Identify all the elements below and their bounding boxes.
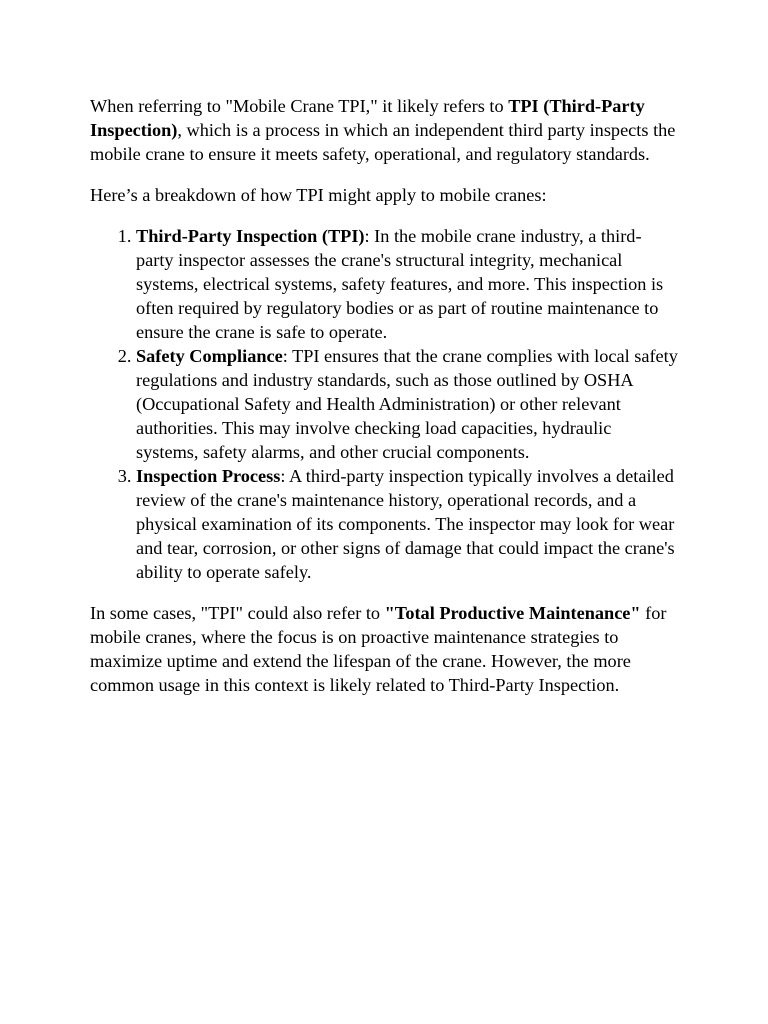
intro-text-1: When referring to "Mobile Crane TPI," it likely refers to — [90, 96, 509, 116]
list-item-term: Third-Party Inspection (TPI) — [136, 226, 365, 246]
list-item-text: : In the mobile crane industry, a third-party inspector assesses the crane's structural integrity, mechanical systems, electrical systems, safety features, and more. This inspection is often required by regulatory bodies or as part of routine maintenance to ensure the crane is safe to operate. — [136, 226, 664, 342]
closing-text-1: In some cases, "TPI" could also refer to — [90, 603, 385, 623]
intro-text-2: , which is a process in which an independent third party inspects the mobile crane to ensure it meets safety, operational, and regulatory standards. — [90, 120, 676, 164]
closing-bold-term: "Total Productive Maintenance" — [384, 603, 641, 623]
list-item — [136, 464, 678, 584]
list-item-term: Safety Compliance — [136, 346, 283, 366]
lead-in-paragraph: Here’s a breakdown of how TPI might apply to mobile cranes: — [90, 185, 547, 205]
list-item-text: : A third-party inspection typically involves a detailed review of the crane's maintenance history, operational records, and a physical examination of its components. The inspector may look for wear and tear, corrosion, or other signs of damage that could impact the crane's ability to operate safely. — [136, 466, 675, 582]
list-item — [136, 344, 678, 464]
list-item-text: : TPI ensures that the crane complies with local safety regulations and industry standards, such as those outlined by OSHA (Occupational Safety and Health Administration) or other relevant authorities. This may involve checking load capacities, hydraulic systems, safety alarms, and other crucial components. — [136, 346, 678, 462]
closing-paragraph — [90, 601, 678, 697]
closing-text-2: for mobile cranes, where the focus is on proactive maintenance strategies to maximize uptime and extend the lifespan of the crane. However, the more common usage in this context is likely related to Third-Party Inspection. — [90, 603, 667, 695]
breakdown-list — [90, 224, 678, 584]
intro-bold-term: TPI (Third-Party Inspection) — [90, 96, 645, 140]
list-item-term: Inspection Process — [136, 466, 281, 486]
intro-paragraph — [90, 94, 678, 166]
list-item — [136, 224, 678, 344]
